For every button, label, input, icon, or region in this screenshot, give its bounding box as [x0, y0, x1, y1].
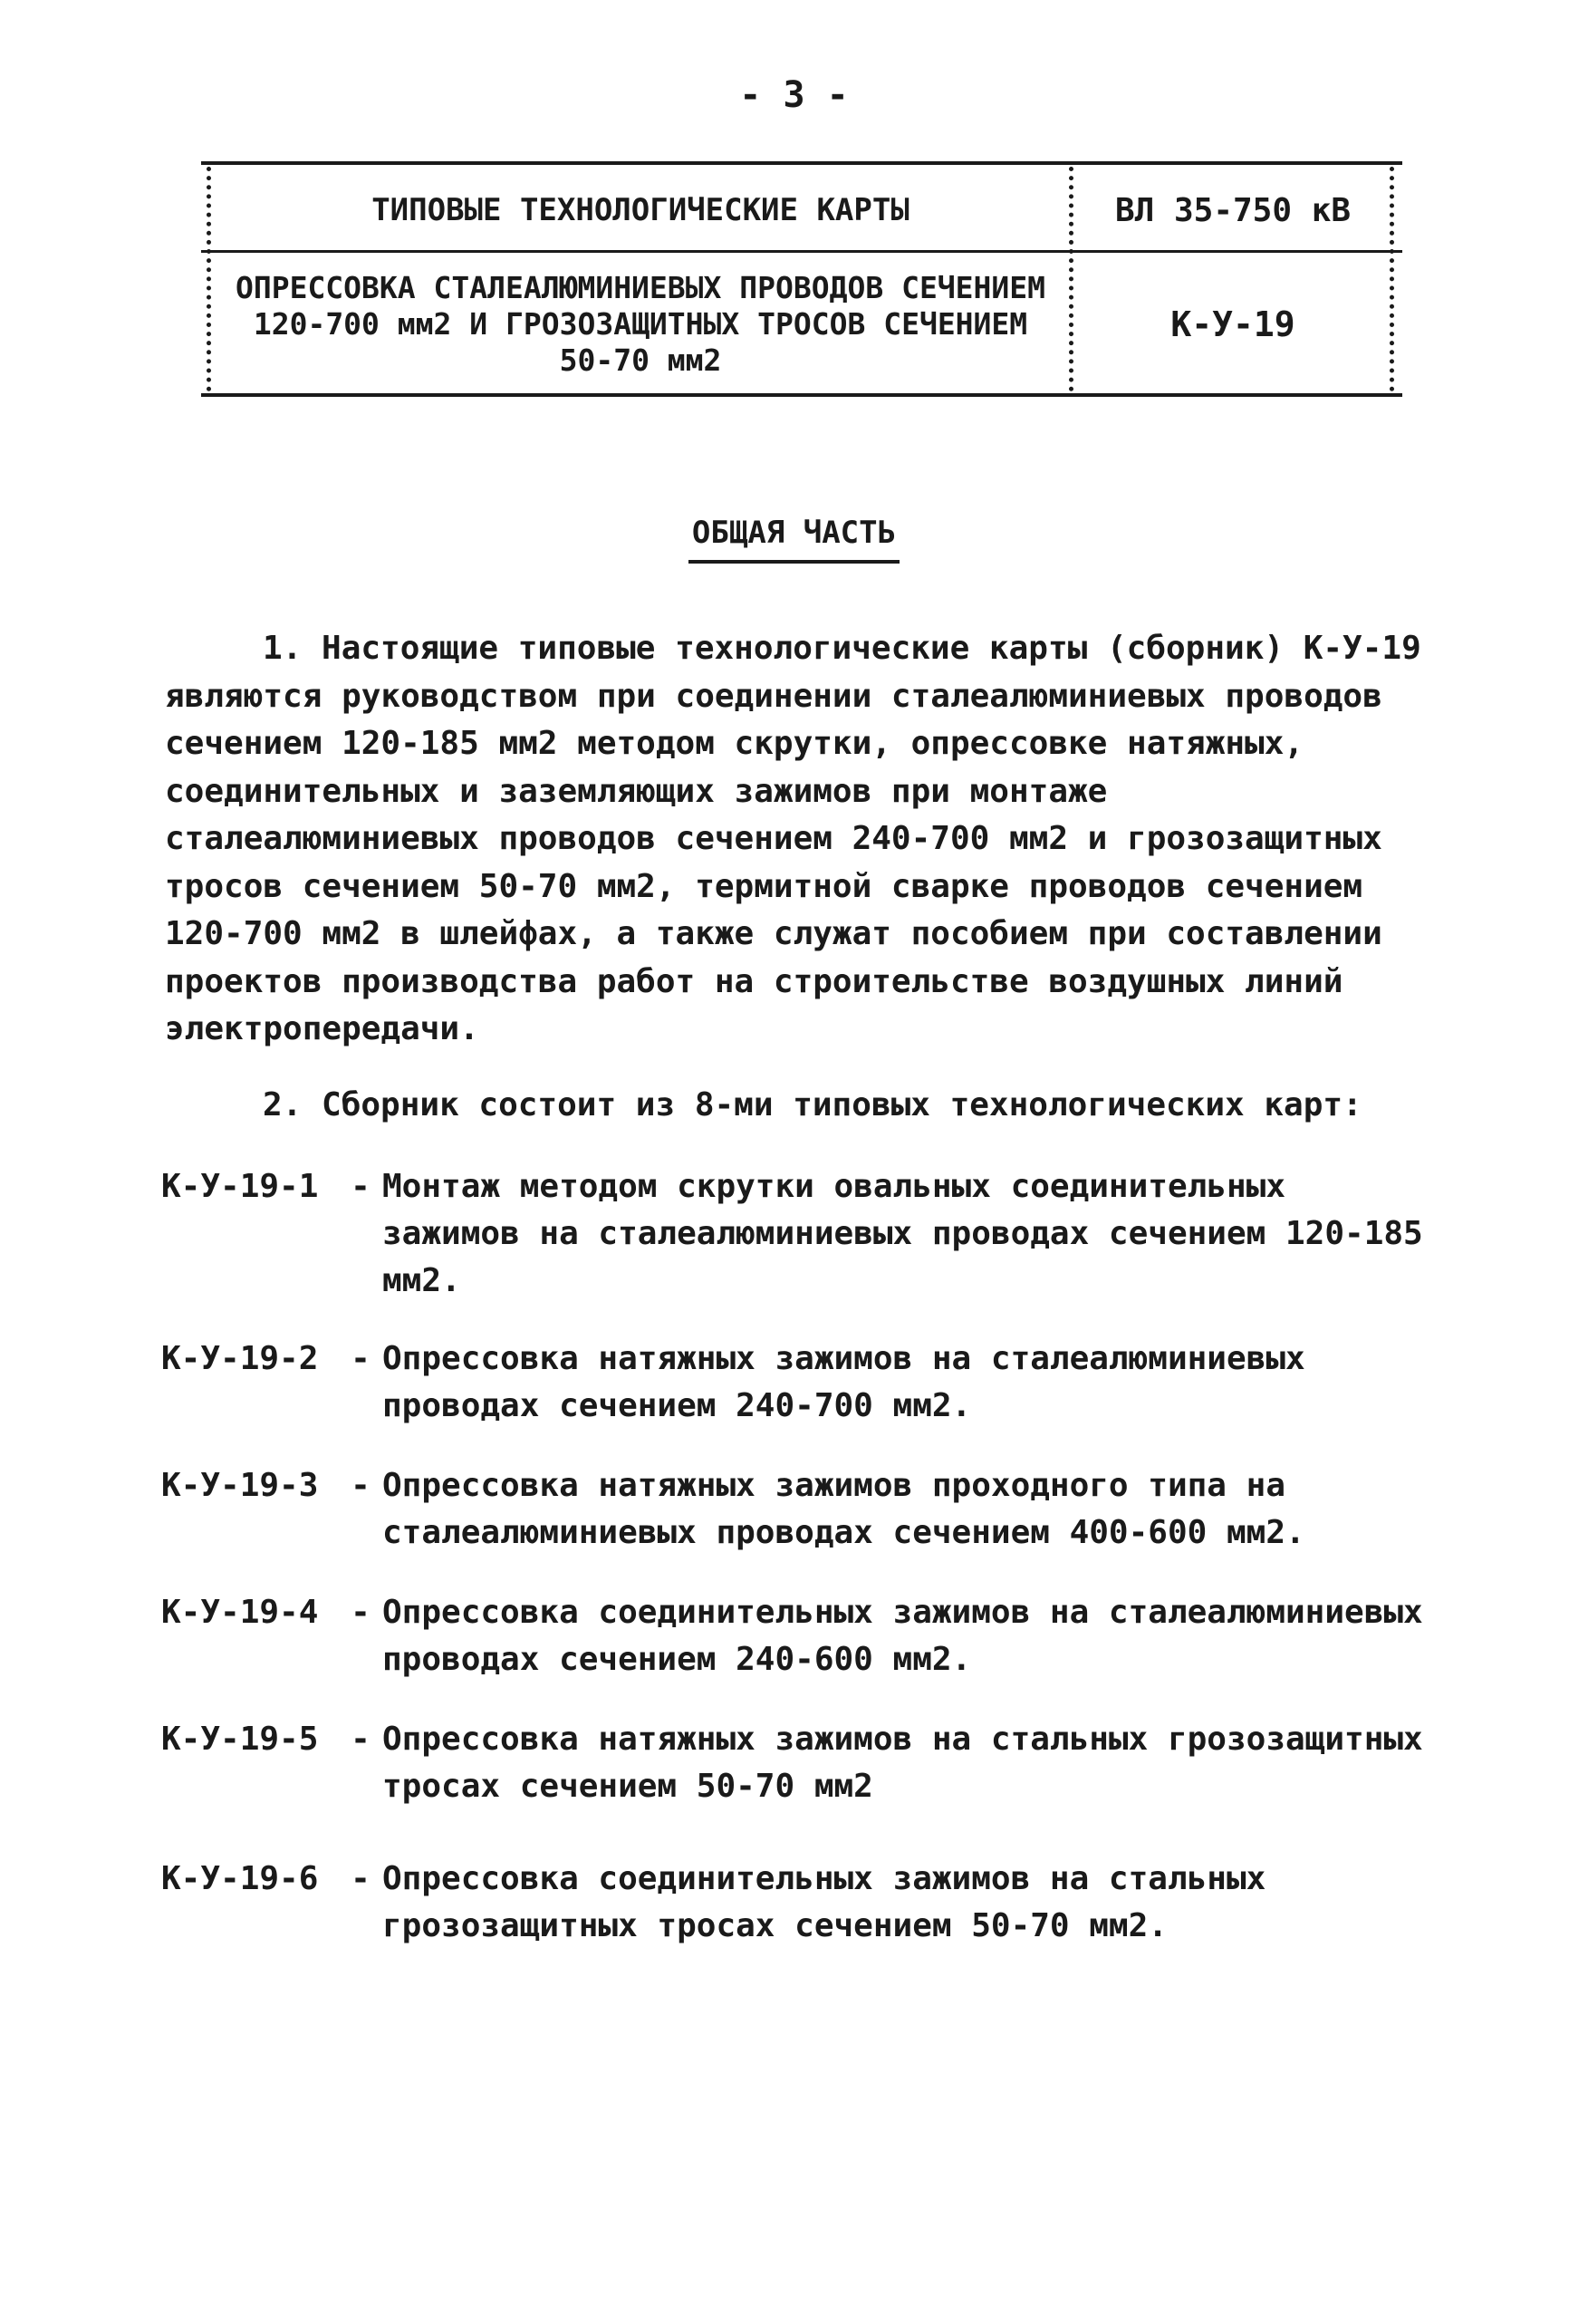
header-bottom-rule	[201, 393, 1402, 397]
header-document-code: К-У-19	[1170, 304, 1295, 344]
header-series-title: ТИПОВЫЕ ТЕХНОЛОГИЧЕСКИЕ КАРТЫ	[371, 192, 909, 228]
card-code: К-У-19-6	[161, 1860, 319, 1897]
header-column-divider	[1069, 167, 1073, 391]
card-dash: -	[351, 1860, 371, 1897]
card-dash: -	[351, 1594, 371, 1631]
card-dash: -	[351, 1467, 371, 1504]
card-description: Опрессовка соединительных зажимов на стальных грозозащитных тросах сечением 50-70 мм2.	[382, 1860, 1266, 1944]
card-code: К-У-19-1	[161, 1168, 319, 1205]
card-description: Опрессовка соединительных зажимов на сталеалюминиевых проводах сечением 240-600 мм2.	[382, 1594, 1423, 1678]
header-left-border	[207, 167, 211, 391]
card-dash: -	[351, 1168, 371, 1205]
paragraph-composition: 2. Сборник состоит из 8-ми типовых технологических карт:	[263, 1086, 1362, 1123]
card-code: К-У-19-2	[161, 1340, 319, 1377]
section-heading	[0, 515, 1588, 564]
card-code: К-У-19-5	[161, 1721, 319, 1758]
card-dash: -	[351, 1340, 371, 1377]
header-right-border	[1390, 167, 1394, 391]
header-voltage-range: ВЛ 35-750 кВ	[1114, 191, 1352, 229]
header-top-rule	[201, 161, 1402, 165]
card-code: К-У-19-4	[161, 1594, 319, 1631]
card-description: Монтаж методом скрутки овальных соединительных зажимов на сталеалюминиевых проводах сечением 120-185 мм2.	[382, 1168, 1423, 1299]
card-description: Опрессовка натяжных зажимов на сталеалюминиевых проводах сечением 240-700 мм2.	[382, 1340, 1305, 1424]
card-description: Опрессовка натяжных зажимов на стальных грозозащитных тросах сечением 50-70 мм2	[382, 1721, 1423, 1805]
paragraph-purpose: 1. Настоящие типовые технологические карты (сборник) К-У-19 являются руководством при соединении сталеалюминиевых проводов сечением 120-185 мм2 методом скрутки, опрессовке натяжных, соединительных и заземляющих зажимов при монтаже сталеалюминиевых проводов сечением 240-700 мм2 и грозозащитных тросов сечением 50-70 мм2, термитной сварке проводов сечением 120-700 мм2 в шлейфах, а также служат пособием при составлении проектов производства работ на строительстве воздушных линий электропередачи.	[165, 630, 1421, 1047]
card-code: К-У-19-3	[161, 1467, 319, 1504]
document-header-table	[201, 161, 1402, 397]
header-middle-rule	[201, 250, 1402, 253]
section-heading-text: ОБЩАЯ ЧАСТЬ	[688, 515, 900, 564]
card-description: Опрессовка натяжных зажимов проходного типа на сталеалюминиевых проводах сечением 400-600 мм2.	[382, 1467, 1305, 1551]
card-dash: -	[351, 1721, 371, 1758]
header-document-title: ОПРЕССОВКА СТАЛЕАЛЮМИНИЕВЫХ ПРОВОДОВ СЕЧЕНИЕМ 120-700 мм2 И ГРОЗОЗАЩИТНЫХ ТРОСОВ СЕЧЕНИЕМ 50-70 мм2	[235, 270, 1046, 378]
page-number: - 3 -	[739, 74, 849, 116]
